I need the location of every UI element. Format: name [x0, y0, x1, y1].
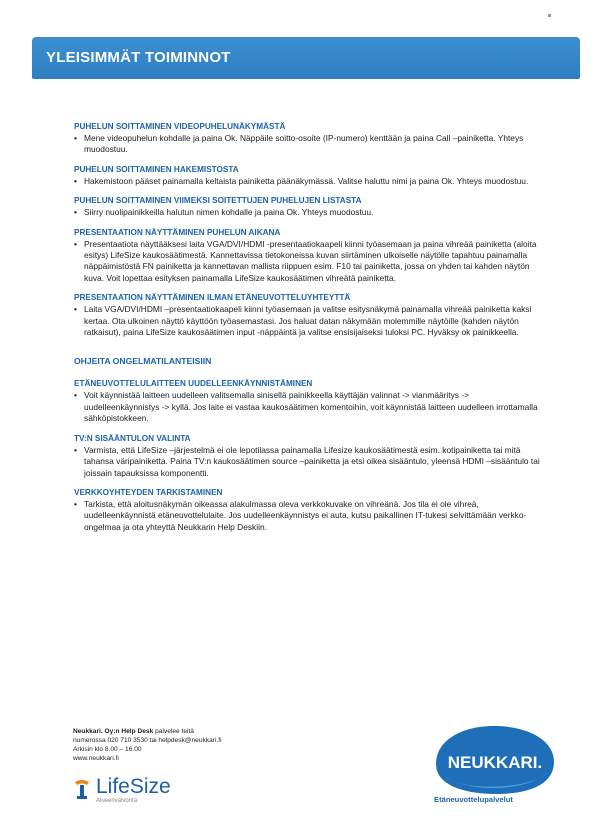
- bullet-text: Siirry nuolipainikkeilla halutun nimen kohdalle ja paina Ok. Yhteys muodostuu.: [84, 207, 374, 218]
- section-title: TV:N SISÄÄNTULON VALINTA: [74, 433, 191, 443]
- bullet-text: Laita VGA/DVI/HDMI –presentaatiokaapeli kiinni työasemaan ja valitse esitysnäkymä painamalla vihreää painiketta kaksi kertaa. Ota ulkoinen näyttö käyttöön työasemastasi. Jos haluat datan näkymään molemmille näytöille (kahden näytön ratkaisut), paina LifeSize kaukosäätimen input -näppäintä ja valitse ensisijaiseksi tuloksi PC. Hyväksy ok painikkeella.: [84, 304, 532, 338]
- section-call-recent: [74, 195, 540, 218]
- neukkari-name: NEUKKARI.: [447, 753, 543, 772]
- lifesize-logo: [72, 776, 171, 804]
- bullet-text: Varmista, että LifeSize –järjestelmä ei ole lepotilassa painamalla Lifesize kaukosäätimestä esim. kotipainiketta tai mitä tahansa väripainiketta. Paina TV:n kaukosäätimen source –painiketta ja etsi oikea sisääntulo, yleensä HDMI –sisääntulo tai joissain tapauksissa komponentti.: [84, 444, 540, 478]
- list-item: [74, 304, 540, 338]
- bullet-icon: •: [74, 498, 77, 509]
- page-title: YLEISIMMÄT TOIMINNOT: [46, 49, 231, 66]
- helpdesk-hours: Arkisin klo 8.00 – 16.00: [73, 746, 142, 753]
- section-title: VERKKOYHTEYDEN TARKISTAMINEN: [74, 487, 223, 497]
- bullet-icon: •: [74, 444, 77, 455]
- bullet-text: Tarkista, että aloitusnäkymän oikeassa alakulmassa oleva verkkokuvake on vihreänä. Jos tila ei ole vihreä, uudelleenkäynnistä etäneuvottelulaite. Jos uudelleenkäynnistys ei auta, kutsu paikallinen IT-tukesi selvittämään verkko-ongelmaa ja ota yhteyttä Neukkarin Help Deskiin.: [84, 498, 527, 532]
- bullet-icon: •: [74, 390, 77, 401]
- corner-mark: [548, 14, 551, 17]
- bullet-icon: •: [74, 238, 77, 249]
- neukkari-tagline: Etäneuvottelupalvelut: [434, 795, 513, 804]
- lifesize-name: LifeSize: [96, 775, 171, 798]
- lifesize-logo-icon: [72, 778, 92, 800]
- section-presentation-no-call: [74, 292, 540, 338]
- title-banner: [32, 37, 580, 79]
- list-item: [74, 499, 540, 533]
- main-content: [74, 121, 540, 541]
- helpdesk-line-1: [73, 727, 222, 736]
- bullet-icon: •: [74, 304, 77, 315]
- helpdesk-name: Neukkari. Oy:n Help Desk: [73, 728, 154, 735]
- bullet-text: Presentaatiota näyttääksesi laita VGA/DVI/HDMI -presentaatiokaapeli kiinni työasemaan ja paina vihreää painiketta (aloita esitys) LifeSize kaukosäätimestä. Kannettavissa tietokoneissa kuvan siirtäminen ulkoiselle näytölle tapahtuu painamalla näppäimistöstä FN painiketta ja kannettavan mallista riippuen esim. F10 tai painiketta, jossa on yhden tai kahden näytön kuva. Voit lopettaa esityksen painamalla LifeSize kaukosäätimen vihreätä painiketta.: [84, 238, 537, 283]
- section-title: PUHELUN SOITTAMINEN VIIMEKSI SOITETTUJEN PUHELUJEN LISTASTA: [74, 196, 362, 206]
- list-item: [74, 445, 540, 479]
- list-item: [74, 207, 540, 218]
- helpdesk-website: www.neukkari.fi: [73, 755, 119, 762]
- section-network-check: [74, 487, 540, 533]
- bullet-icon: •: [74, 175, 77, 186]
- helpdesk-contact: numerossa 020 710 3530 tai helpdesk@neukkari.fi: [73, 737, 222, 744]
- section-title: PUHELUN SOITTAMINEN VIDEOPUHELUNÄKYMÄSTÄ: [74, 122, 286, 131]
- section-tv-input: [74, 433, 540, 479]
- section-presentation-during-call: [74, 227, 540, 285]
- section-title: PRESENTAATION NÄYTTÄMINEN ILMAN ETÄNEUVOTTELUYHTEYTTÄ: [74, 293, 351, 303]
- section-call-directory: [74, 164, 540, 187]
- bullet-icon: •: [74, 133, 77, 143]
- bullet-text: Mene videopuhelun kohdalle ja paina Ok. Näppäile soitto-osoite (IP-numero) kenttään ja paina Call –painiketta. Yhteys muodostuu.: [84, 133, 524, 155]
- troubleshooting-heading: OHJEITA ONGELMATILANTEISIIN: [74, 356, 212, 367]
- bullet-text: Voit käynnistää laitteen uudelleen valitsemalla sinisellä painikkeella käyttäjän valinnat -> vianmääritys -> uudelleenkäynnistys -> kyllä. Jos laite ei vastaa kaukosäätimen komentoihin, voit käynnistää laitteen uudelleen irrottamalla sähköpistokkeen.: [84, 390, 538, 424]
- list-item: [74, 176, 540, 187]
- bullet-icon: •: [74, 207, 77, 218]
- list-item: [74, 239, 540, 285]
- neukkari-logo: [432, 722, 558, 796]
- helpdesk-serves: palvelee teitä: [153, 728, 194, 735]
- section-title: ETÄNEUVOTTELULAITTEEN UUDELLEENKÄYNNISTÄMINEN: [74, 379, 313, 389]
- section-title: PRESENTAATION NÄYTTÄMINEN PUHELUN AIKANA: [74, 227, 281, 237]
- list-item: [74, 133, 540, 156]
- list-item: [74, 390, 540, 424]
- section-title: PUHELUN SOITTAMINEN HAKEMISTOSTA: [74, 164, 239, 174]
- lifesize-tagline: Alueenvalvonta: [96, 798, 138, 804]
- helpdesk-info: [73, 727, 222, 763]
- section-call-video-view: [74, 121, 540, 156]
- section-restart-device: [74, 378, 540, 424]
- bullet-text: Hakemistoon pääset painamalla keltaista painiketta päänäkymässä. Valitse haluttu nimi ja paina Ok. Yhteys muodostuu.: [84, 175, 529, 186]
